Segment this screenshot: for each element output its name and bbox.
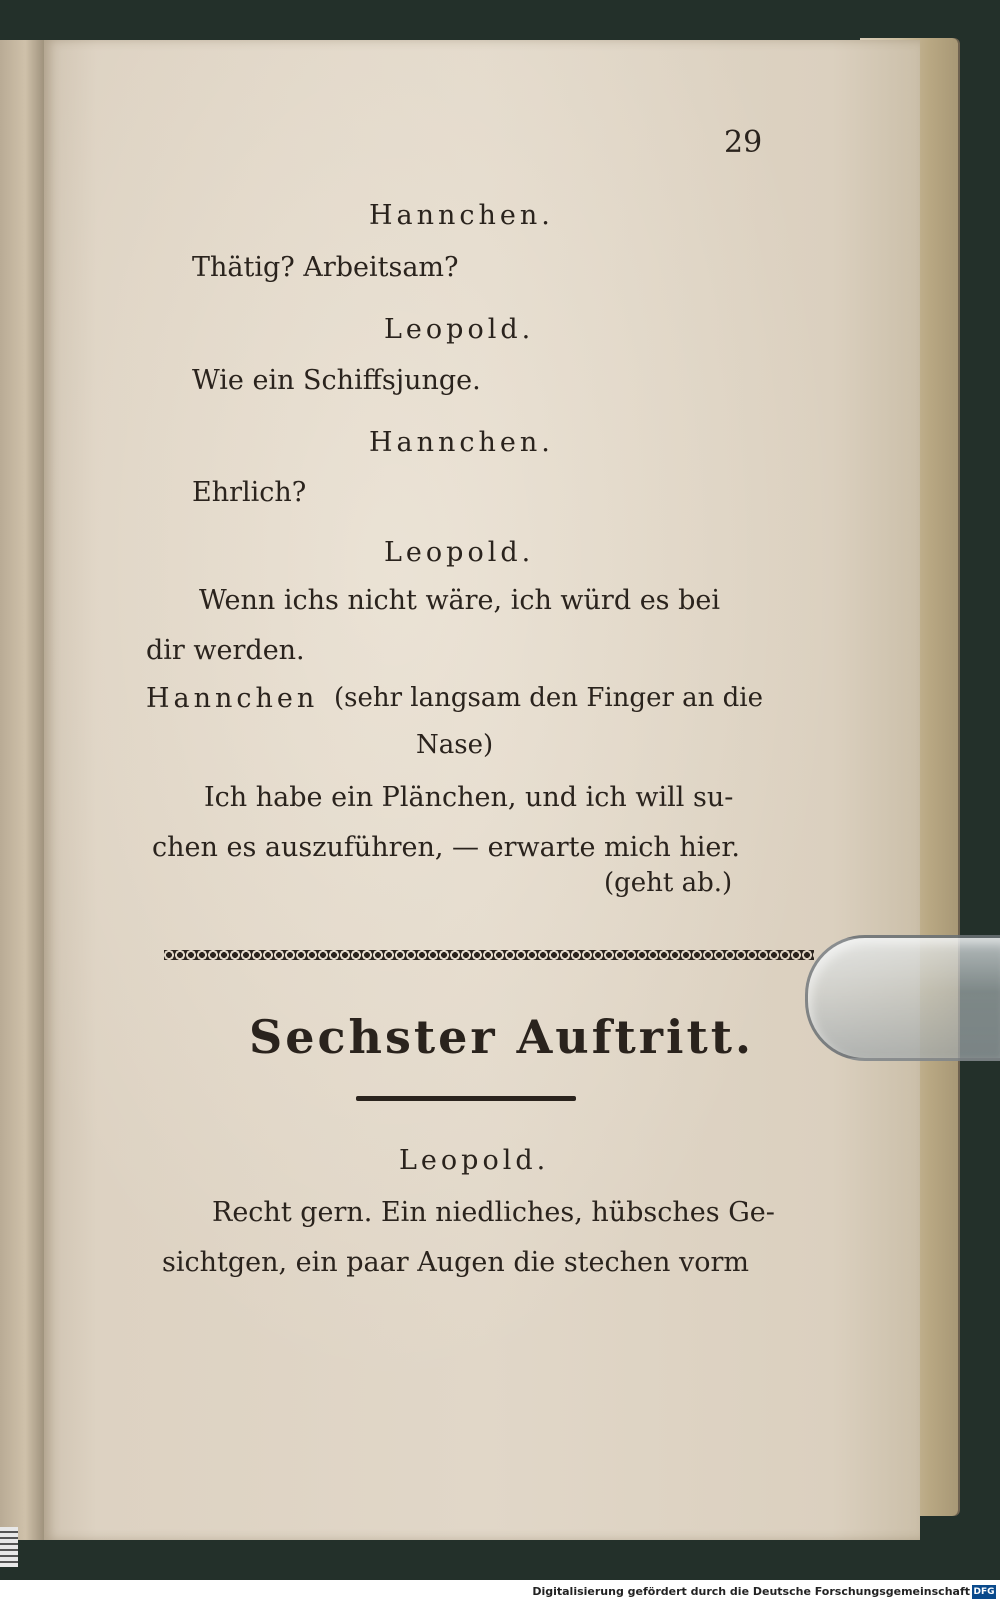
speaker-name: Leopold.: [384, 314, 535, 345]
speaker-name: Hannchen: [146, 683, 319, 714]
stage-direction: (sehr langsam den Finger an die: [334, 683, 763, 713]
book-page: [44, 40, 920, 1540]
footer-credit: Digitalisierung gefördert durch die Deutsche Forschungsgemeinschaft: [532, 1585, 970, 1598]
dialogue-line: Wenn ichs nicht wäre, ich würd es bei: [199, 585, 721, 616]
page-number: 29: [724, 125, 763, 160]
speaker-name: Leopold.: [384, 537, 535, 568]
speaker-name: Hannchen.: [369, 427, 554, 458]
dialogue-line: sichtgen, ein paar Augen die stechen vorm: [162, 1247, 749, 1278]
speaker-name: Hannchen.: [369, 200, 554, 231]
ornamental-divider: [164, 950, 814, 960]
stage-direction: Nase): [416, 730, 494, 760]
scene-heading: Sechster Auftritt.: [249, 1010, 754, 1064]
dialogue-line: dir werden.: [146, 635, 305, 666]
dialogue-line: Ehrlich?: [192, 477, 307, 508]
binding-ring: [0, 1527, 18, 1567]
dialogue-line: Ich habe ein Plänchen, und ich will su-: [204, 782, 734, 813]
speaker-name: Leopold.: [399, 1145, 550, 1176]
dfg-logo: DFG: [973, 1587, 995, 1597]
dialogue-line: Recht gern. Ein niedliches, hübsches Ge-: [212, 1197, 775, 1228]
dialogue-line: chen es auszuführen, — erwarte mich hier.: [152, 832, 740, 863]
footer-bar: [0, 1580, 1000, 1602]
facing-page-edge: [0, 40, 48, 1540]
dialogue-line: Thätig? Arbeitsam?: [192, 252, 459, 283]
glass-page-weight: [805, 935, 1000, 1061]
exit-direction: (geht ab.): [604, 868, 733, 898]
dialogue-line: Wie ein Schiffsjunge.: [192, 365, 481, 396]
heading-rule: [356, 1096, 576, 1101]
